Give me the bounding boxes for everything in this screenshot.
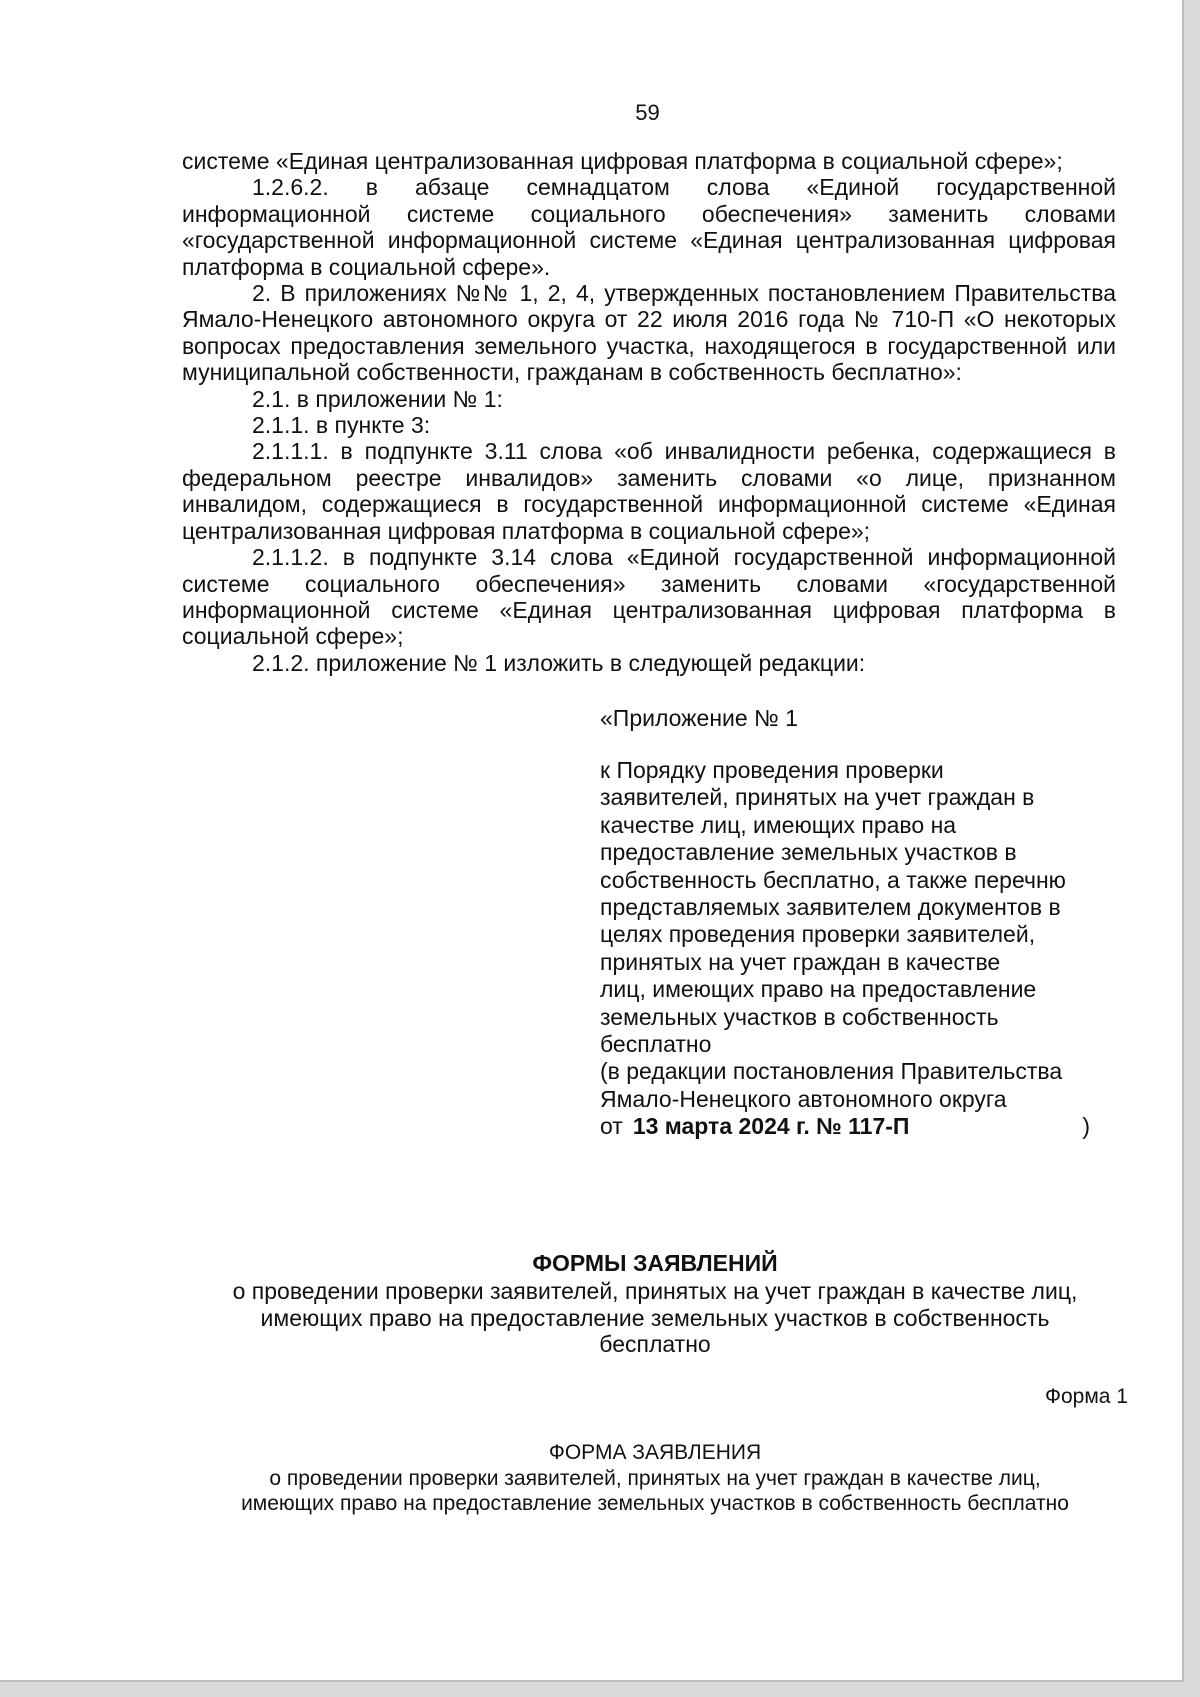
- appendix-line: заявителей, принятых на учет граждан в: [600, 784, 1035, 811]
- subtitle-line: бесплатно: [599, 1331, 711, 1358]
- paragraph: 2.1.1.2. в подпункте 3.14 слова «Единой государственной информационной системе социального обеспечения» заменить словами «государственной информационной системе «Единая централизованная цифровая платформа в социальной сфере»;: [182, 544, 1116, 650]
- appendix-line: земельных участков в собственность: [600, 1003, 999, 1030]
- appendix-line: к Порядку проведения проверки: [600, 757, 944, 783]
- appendix-line: целях проведения проверки заявителей,: [600, 921, 1036, 948]
- closing-paren: ): [1082, 1113, 1090, 1140]
- appendix-line: представляемых заявителем документов в: [600, 894, 1061, 921]
- paragraph: системе «Единая централизованная цифровая платформа в социальной сфере»;: [182, 148, 1063, 174]
- paragraph: 1.2.6.2. в абзаце семнадцатом слова «Единой государственной информационной системе социального обеспечения» заменить словами «государственной информационной системе «Единая централизованная цифровая платформа в социальной сфере».: [182, 174, 1116, 280]
- paragraph: 2. В приложениях №№ 1, 2, 4, утвержденных постановлением Правительства Ямало-Ненецкого автономного округа от 22 июля 2016 года № 710-П «О некоторых вопросах предоставления земельного участка, находящегося в государственной или муниципальной собственности, гражданам в собственность бесплатно»:: [182, 280, 1116, 386]
- date-prefix: от: [600, 1113, 623, 1140]
- form-subtitle: [190, 1466, 1120, 1516]
- paragraph: 2.1. в приложении № 1:: [252, 385, 503, 412]
- forms-title: ФОРМЫ ЗАЯВЛЕНИЙ: [532, 1250, 778, 1276]
- paragraph: 2.1.2. приложение № 1 изложить в следующей редакции:: [252, 649, 866, 676]
- appendix-line: предоставление земельных участков в: [600, 839, 1017, 866]
- appendix-line: бесплатно: [600, 1031, 712, 1058]
- resolution-date: 13 марта 2024 г. № 117-П: [632, 1113, 910, 1140]
- subtitle-line: имеющих право на предоставление земельных участков в собственность: [260, 1304, 1050, 1331]
- appendix-line: (в редакции постановления Правительства: [600, 1058, 1063, 1085]
- appendix-line: лиц, имеющих право на предоставление: [600, 976, 1037, 1003]
- appendix-date-line: [600, 1113, 1120, 1140]
- paragraph: 2.1.1.1. в подпункте 3.11 слова «об инвалидности ребенка, содержащиеся в федеральном реестре инвалидов» заменить словами «о лице, признанном инвалидом, содержащиеся в государственной информационной системе «Единая централизованная цифровая платформа в социальной сфере»;: [182, 438, 1116, 544]
- page-number: 59: [635, 100, 660, 125]
- form-title: ФОРМА ЗАЯВЛЕНИЯ: [548, 1441, 762, 1464]
- appendix-line: принятых на учет граждан в качестве: [600, 948, 1001, 975]
- appendix-line: Ямало-Ненецкого автономного округа: [600, 1085, 1007, 1112]
- subtitle-line: имеющих право на предоставление земельных участков в собственность бесплатно: [241, 1492, 1069, 1515]
- forms-subtitle: [190, 1278, 1120, 1358]
- form-label: Форма 1: [1045, 1385, 1128, 1408]
- appendix-line: собственность бесплатно, а также перечню: [600, 866, 1066, 893]
- appendix-approval-block: [600, 705, 1120, 1141]
- appendix-heading: «Приложение № 1: [600, 705, 798, 731]
- paragraph: 2.1.1. в пункте 3:: [252, 412, 431, 439]
- appendix-line: качестве лиц, имеющих право на: [600, 811, 957, 838]
- subtitle-line: о проведении проверки заявителей, принятых на учет граждан в качестве лиц,: [269, 1467, 1041, 1490]
- body-text: [182, 148, 1116, 676]
- subtitle-line: о проведении проверки заявителей, принятых на учет граждан в качестве лиц,: [232, 1278, 1078, 1304]
